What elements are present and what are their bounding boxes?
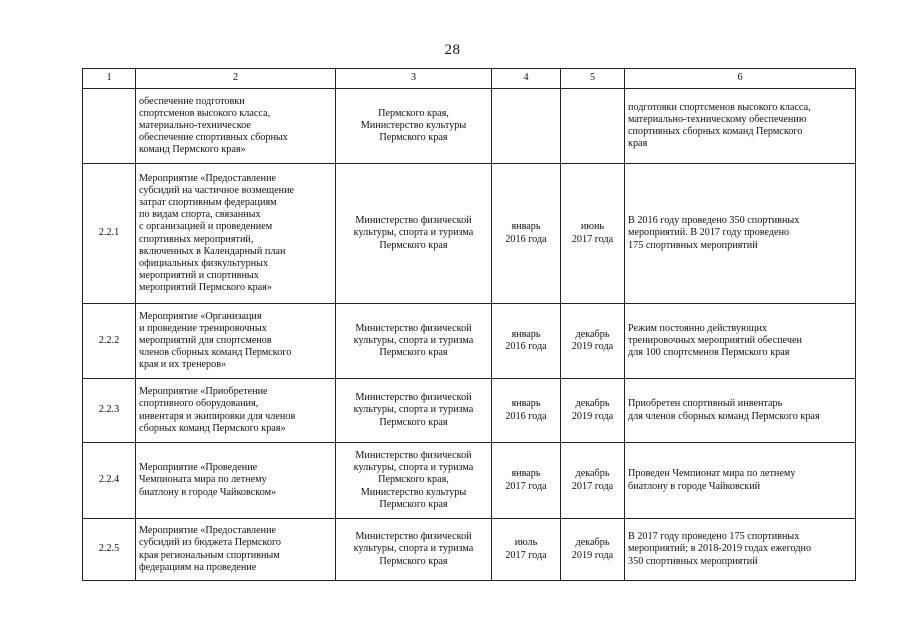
end-date: июнь 2017 года: [571, 221, 614, 245]
table-row: [83, 164, 856, 304]
events-table: [82, 68, 856, 581]
row-number: 2.2.4: [83, 443, 136, 519]
start-date: январь 2016 года: [505, 398, 547, 422]
header-cell-6: 6: [625, 69, 856, 89]
expected-result: Режим постоянно действующих тренировочных мероприятий обеспечен для 100 спортсменов Пермского края: [628, 322, 802, 359]
executor: Министерство физической культуры, спорта и туризма Пермского края: [353, 531, 474, 567]
expected-result: В 2017 году проведено 175 спортивных мероприятий; в 2018-2019 годах ежегодно 350 спортивных мероприятий: [628, 531, 812, 567]
event-description: Мероприятие «Предоставление субсидий на частичное возмещение затрат спортивным федерациям по видам спорта, связанных с организацией и проведением спортивных мероприятий, включенных в Календарный план официальных физкультурных мероприятий и спортивных мероприятий Пермского края»: [139, 173, 295, 293]
header-cell-5: 5: [561, 69, 625, 89]
header-cell-4: 4: [492, 69, 561, 89]
event-description: обеспечение подготовки спортсменов высокого класса, материально-техническое обеспечение спортивных сборных команд Пермского края»: [139, 95, 288, 156]
row-number: 2.2.3: [83, 379, 136, 443]
expected-result: В 2016 году проведено 350 спортивных мероприятий. В 2017 году проведено 175 спортивных мероприятий: [628, 215, 800, 251]
executor: Министерство физической культуры, спорта и туризма Пермского края, Министерство культуры Пермского края: [353, 450, 474, 510]
start-date: январь 2016 года: [505, 221, 547, 245]
event-description: Мероприятие «Организация и проведение тренировочных мероприятий для спортсменов членов сборных команд Пермского края и их тренеров»: [139, 310, 292, 371]
header-cell-2: 2: [136, 69, 336, 89]
event-description: Мероприятие «Предоставление субсидий из бюджета Пермского края региональным спортивным федерациям на проведение: [139, 525, 282, 573]
row-number: 2.2.1: [83, 164, 136, 304]
table-row: [83, 443, 856, 519]
expected-result: Приобретен спортивный инвентарь для членов сборных команд Пермского края: [628, 398, 820, 422]
table-row: [83, 379, 856, 443]
page-number: 28: [444, 42, 461, 58]
event-description: Мероприятие «Приобретение спортивного оборудования, инвентаря и экипировки для членов сборных команд Пермского края»: [139, 386, 296, 434]
table-row: [83, 304, 856, 379]
expected-result: подготовки спортсменов высокого класса, материально-техническому обеспечению спортивных сборных команд Пермского края: [628, 101, 811, 150]
start-date: июль 2017 года: [505, 537, 547, 561]
event-description: Мероприятие «Проведение Чемпионата мира по летнему биатлону в городе Чайковском»: [139, 462, 277, 498]
start-date: январь 2016 года: [505, 328, 547, 352]
expected-result: Проведен Чемпионат мира по летнему биатлону в городе Чайковский: [628, 468, 796, 492]
end-date: декабрь 2019 года: [571, 398, 614, 422]
table-row: [83, 519, 856, 581]
row-number: 2.2.2: [83, 304, 136, 379]
executor: Министерство физической культуры, спорта и туризма Пермского края: [353, 392, 474, 428]
header-cell-3: 3: [336, 69, 492, 89]
start-date: январь 2017 года: [505, 468, 547, 492]
table-row: [83, 89, 856, 164]
executor: Министерство физической культуры, спорта и туризма Пермского края: [353, 215, 474, 251]
row-number: [83, 89, 136, 164]
header-row: [83, 69, 856, 89]
executor: Министерство физической культуры, спорта и туризма Пермского края: [353, 322, 474, 359]
row-number: 2.2.5: [83, 519, 136, 581]
end-date: декабрь 2019 года: [571, 328, 614, 352]
end-date: декабрь 2019 года: [571, 537, 614, 561]
executor: Пермского края, Министерство культуры Пермского края: [360, 107, 467, 144]
header-cell-1: 1: [83, 69, 136, 89]
end-date: декабрь 2017 года: [571, 468, 614, 492]
